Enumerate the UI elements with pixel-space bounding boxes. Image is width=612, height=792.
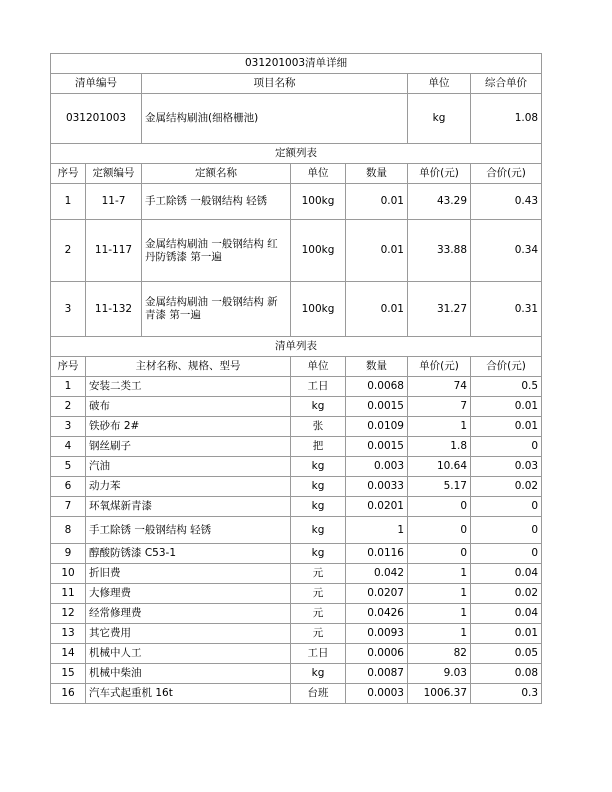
list-total: 0.08	[471, 664, 542, 684]
list-unit: 台班	[291, 684, 346, 704]
list-row	[51, 397, 542, 417]
item-code: 031201003	[51, 94, 142, 144]
list-price: 1	[408, 564, 471, 584]
list-qty: 0.0033	[346, 477, 408, 497]
list-row	[51, 497, 542, 517]
list-total: 0.01	[471, 624, 542, 644]
list-seq: 8	[51, 517, 86, 544]
list-qty: 0.0015	[346, 397, 408, 417]
quota-total-header: 合价(元)	[471, 164, 542, 184]
item-name: 金属结构刷油(细格栅池)	[142, 94, 408, 144]
list-unit: 工日	[291, 644, 346, 664]
list-price: 1	[408, 624, 471, 644]
list-row	[51, 604, 542, 624]
list-title: 清单列表	[51, 337, 542, 357]
quota-qty: 0.01	[346, 220, 408, 282]
list-row	[51, 584, 542, 604]
list-name: 机械中人工	[86, 644, 291, 664]
quota-code: 11-7	[86, 184, 142, 220]
list-row	[51, 457, 542, 477]
list-qty: 0.0201	[346, 497, 408, 517]
quota-seq: 3	[51, 282, 86, 337]
quota-name: 金属结构刷油 一般钢结构 红丹防锈漆 第一遍	[142, 220, 291, 282]
quota-seq: 1	[51, 184, 86, 220]
list-seq: 7	[51, 497, 86, 517]
list-unit-header: 单位	[291, 357, 346, 377]
list-name: 折旧费	[86, 564, 291, 584]
quota-price: 31.27	[408, 282, 471, 337]
list-unit: 元	[291, 624, 346, 644]
list-qty: 0.0426	[346, 604, 408, 624]
quota-total: 0.31	[471, 282, 542, 337]
list-name: 醇酸防锈漆 C53-1	[86, 544, 291, 564]
list-seq: 16	[51, 684, 86, 704]
list-unit: kg	[291, 517, 346, 544]
list-total: 0	[471, 497, 542, 517]
list-unit: 工日	[291, 377, 346, 397]
list-seq: 5	[51, 457, 86, 477]
quota-total: 0.43	[471, 184, 542, 220]
quota-unit: 100kg	[291, 184, 346, 220]
list-row	[51, 684, 542, 704]
list-header-row	[51, 357, 542, 377]
list-price: 1.8	[408, 437, 471, 457]
list-seq: 12	[51, 604, 86, 624]
list-total: 0.03	[471, 457, 542, 477]
list-total: 0.01	[471, 397, 542, 417]
list-total: 0.05	[471, 644, 542, 664]
list-price-header: 单价(元)	[408, 357, 471, 377]
list-qty: 1	[346, 517, 408, 544]
list-unit: 元	[291, 584, 346, 604]
quota-title: 定额列表	[51, 144, 542, 164]
list-seq: 4	[51, 437, 86, 457]
list-price: 7	[408, 397, 471, 417]
list-name: 破布	[86, 397, 291, 417]
quota-total: 0.34	[471, 220, 542, 282]
list-total: 0.3	[471, 684, 542, 704]
list-row	[51, 417, 542, 437]
list-price: 74	[408, 377, 471, 397]
list-unit: kg	[291, 544, 346, 564]
list-name: 经常修理费	[86, 604, 291, 624]
list-total: 0.04	[471, 604, 542, 624]
list-price: 1	[408, 584, 471, 604]
list-total: 0.01	[471, 417, 542, 437]
list-seq: 3	[51, 417, 86, 437]
quota-qty: 0.01	[346, 282, 408, 337]
list-total: 0.02	[471, 477, 542, 497]
list-row	[51, 664, 542, 684]
list-price: 1006.37	[408, 684, 471, 704]
quota-price: 43.29	[408, 184, 471, 220]
list-unit: 把	[291, 437, 346, 457]
list-total: 0.04	[471, 564, 542, 584]
list-qty: 0.042	[346, 564, 408, 584]
quota-price-header: 单价(元)	[408, 164, 471, 184]
quota-header-row	[51, 164, 542, 184]
list-total-header: 合价(元)	[471, 357, 542, 377]
list-name: 其它费用	[86, 624, 291, 644]
list-seq: 2	[51, 397, 86, 417]
quota-row	[51, 184, 542, 220]
list-name: 铁砂布 2#	[86, 417, 291, 437]
quota-row	[51, 220, 542, 282]
list-unit: kg	[291, 397, 346, 417]
list-qty: 0.0109	[346, 417, 408, 437]
quota-name: 手工除锈 一般钢结构 轻锈	[142, 184, 291, 220]
list-name: 钢丝刷子	[86, 437, 291, 457]
list-total: 0	[471, 544, 542, 564]
quota-unit-header: 单位	[291, 164, 346, 184]
list-name: 手工除锈 一般钢结构 轻锈	[86, 517, 291, 544]
quota-code: 11-117	[86, 220, 142, 282]
quota-qty: 0.01	[346, 184, 408, 220]
unit-header: 单位	[408, 74, 471, 94]
list-price: 9.03	[408, 664, 471, 684]
item-price: 1.08	[471, 94, 542, 144]
list-name: 机械中柴油	[86, 664, 291, 684]
header-row	[51, 74, 542, 94]
name-header: 项目名称	[142, 74, 408, 94]
list-qty: 0.0003	[346, 684, 408, 704]
list-total: 0.5	[471, 377, 542, 397]
item-unit: kg	[408, 94, 471, 144]
list-seq: 15	[51, 664, 86, 684]
list-name: 安装二类工	[86, 377, 291, 397]
list-row	[51, 377, 542, 397]
quota-code-header: 定额编号	[86, 164, 142, 184]
list-seq: 11	[51, 584, 86, 604]
list-unit: 元	[291, 604, 346, 624]
list-seq: 14	[51, 644, 86, 664]
list-unit: kg	[291, 457, 346, 477]
quota-price: 33.88	[408, 220, 471, 282]
list-row	[51, 644, 542, 664]
list-seq-header: 序号	[51, 357, 86, 377]
list-unit: kg	[291, 477, 346, 497]
quota-unit: 100kg	[291, 282, 346, 337]
price-header: 综合单价	[471, 74, 542, 94]
quota-seq-header: 序号	[51, 164, 86, 184]
list-qty: 0.0006	[346, 644, 408, 664]
quota-unit: 100kg	[291, 220, 346, 282]
list-name: 大修理费	[86, 584, 291, 604]
list-qty: 0.003	[346, 457, 408, 477]
quota-code: 11-132	[86, 282, 142, 337]
list-unit: kg	[291, 664, 346, 684]
list-price: 82	[408, 644, 471, 664]
list-name: 环氧煤新青漆	[86, 497, 291, 517]
list-total: 0	[471, 517, 542, 544]
list-row	[51, 517, 542, 544]
list-price: 1	[408, 604, 471, 624]
list-row	[51, 544, 542, 564]
list-row	[51, 564, 542, 584]
list-row	[51, 477, 542, 497]
table-title: 031201003清单详细	[51, 54, 542, 74]
list-qty: 0.0087	[346, 664, 408, 684]
list-total: 0.02	[471, 584, 542, 604]
quota-seq: 2	[51, 220, 86, 282]
quota-row	[51, 282, 542, 337]
list-row	[51, 437, 542, 457]
list-price: 0	[408, 517, 471, 544]
list-price: 10.64	[408, 457, 471, 477]
list-qty: 0.0116	[346, 544, 408, 564]
list-total: 0	[471, 437, 542, 457]
code-header: 清单编号	[51, 74, 142, 94]
list-unit: kg	[291, 497, 346, 517]
detail-table	[50, 53, 542, 704]
list-qty: 0.0068	[346, 377, 408, 397]
quota-qty-header: 数量	[346, 164, 408, 184]
list-row	[51, 624, 542, 644]
list-seq: 9	[51, 544, 86, 564]
quota-name: 金属结构刷油 一般钢结构 新青漆 第一遍	[142, 282, 291, 337]
list-qty: 0.0015	[346, 437, 408, 457]
item-row	[51, 94, 542, 144]
list-unit: 元	[291, 564, 346, 584]
list-price: 1	[408, 417, 471, 437]
list-seq: 10	[51, 564, 86, 584]
list-price: 0	[408, 497, 471, 517]
list-name: 汽车式起重机 16t	[86, 684, 291, 704]
list-seq: 1	[51, 377, 86, 397]
list-title-row	[51, 337, 542, 357]
list-qty-header: 数量	[346, 357, 408, 377]
list-name: 汽油	[86, 457, 291, 477]
list-qty: 0.0207	[346, 584, 408, 604]
quota-title-row	[51, 144, 542, 164]
list-unit: 张	[291, 417, 346, 437]
list-name-header: 主材名称、规格、型号	[86, 357, 291, 377]
list-price: 5.17	[408, 477, 471, 497]
list-name: 动力苯	[86, 477, 291, 497]
title-row	[51, 54, 542, 74]
list-price: 0	[408, 544, 471, 564]
list-qty: 0.0093	[346, 624, 408, 644]
list-seq: 13	[51, 624, 86, 644]
quota-name-header: 定额名称	[142, 164, 291, 184]
list-seq: 6	[51, 477, 86, 497]
